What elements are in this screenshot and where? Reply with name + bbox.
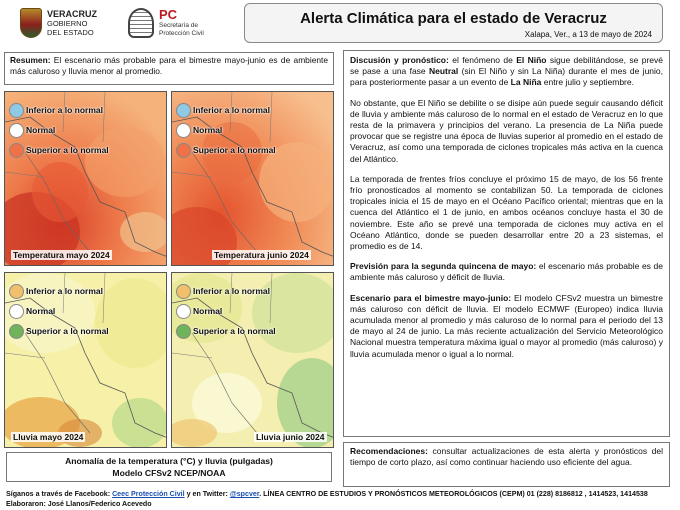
discusion-paragraph-1 bbox=[350, 55, 663, 89]
legend-swatch-superior bbox=[9, 143, 24, 158]
issue-date: Xalapa, Ver., a 13 de mayo de 2024 bbox=[524, 30, 652, 39]
legend-label: Normal bbox=[26, 125, 56, 135]
logo-veracruz-line1: VERACRUZ bbox=[47, 8, 98, 19]
legend-label: Inferior a lo normal bbox=[193, 105, 270, 115]
logo-veracruz-line2: GOBIERNO bbox=[47, 18, 88, 28]
legend-swatch-normal bbox=[176, 304, 191, 319]
resumen-label: Resumen: bbox=[10, 55, 51, 65]
legend-row-superior bbox=[176, 321, 276, 341]
anomalia-line2: Modelo CFSv2 NCEP/NOAA bbox=[112, 468, 226, 478]
legend-row-normal bbox=[9, 120, 109, 140]
legend-label: Inferior a lo normal bbox=[26, 286, 103, 296]
footer-text: . LÍNEA CENTRO DE ESTUDIOS Y PRONÓSTICOS METEOROLÓGICOS (CEPM) 01 (228) 8186812 , 1414523, 1414538 bbox=[259, 490, 648, 498]
map-legend bbox=[9, 100, 109, 160]
text-span: (sin El Niño y sin La Niña) durante el mes de junio, para posteriormente pasar a un evento de bbox=[350, 66, 663, 88]
legend-row-superior bbox=[176, 140, 276, 160]
legend-swatch-normal bbox=[9, 304, 24, 319]
map-temperatura-junio bbox=[171, 91, 334, 266]
legend-swatch-normal bbox=[176, 123, 191, 138]
footer-line1 bbox=[6, 490, 676, 500]
text-span: entre julio y septiembre. bbox=[541, 77, 634, 88]
legend-label: Inferior a lo normal bbox=[193, 286, 270, 296]
legend-row-inferior bbox=[9, 100, 109, 120]
map-legend bbox=[9, 281, 109, 341]
legend-swatch-inferior bbox=[9, 284, 24, 299]
facebook-link[interactable]: Ceec Protección Civil bbox=[112, 490, 185, 498]
legend-label: Superior a lo normal bbox=[193, 326, 276, 336]
legend-label: Normal bbox=[193, 125, 223, 135]
el-nino-term: El Niño bbox=[516, 55, 547, 65]
anomalia-line1: Anomalía de la temperatura (°C) y lluvia (pulgadas) bbox=[65, 456, 273, 466]
footer-authors: Elaboraron: José Llanos/Federico Acevedo bbox=[6, 499, 152, 508]
legend-swatch-inferior bbox=[176, 284, 191, 299]
page-title: Alerta Climática para el estado de Veracruz bbox=[300, 10, 607, 27]
legend-swatch-inferior bbox=[9, 103, 24, 118]
legend-swatch-inferior bbox=[176, 103, 191, 118]
legend-row-inferior bbox=[9, 281, 109, 301]
legend-label: Superior a lo normal bbox=[26, 326, 109, 336]
legend-row-inferior bbox=[176, 281, 276, 301]
escenario-label: Escenario para el bimestre mayo-junio: bbox=[350, 292, 512, 303]
discusion-label: Discusión y pronóstico: bbox=[350, 55, 449, 65]
logo-pc-line2: Secretaría de bbox=[159, 22, 199, 29]
twitter-link[interactable]: @spcver bbox=[229, 490, 260, 498]
map-caption: Lluvia mayo 2024 bbox=[13, 432, 84, 442]
legend-swatch-normal bbox=[9, 123, 24, 138]
legend-row-inferior bbox=[176, 100, 276, 120]
discusion-paragraph-2: No obstante, que El Niño se debilite o se disipe aún puede seguir causando déficit de lluvia y ambiente más caluroso de lo normal en el estado de Veracruz en lo que resta de la primavera y principios del verano. La presencia de La Niña puede provocar que se registre una época de lluvias superior al promedio en el estado de Veracruz, así como una temporada de ciclones tropicales más activa en la cuenca del Atlántico. bbox=[350, 97, 663, 164]
map-caption: Temperatura mayo 2024 bbox=[13, 250, 110, 260]
la-nina-term: La Niña bbox=[510, 77, 542, 88]
discusion-panel bbox=[343, 50, 670, 437]
map-caption: Lluvia junio 2024 bbox=[256, 432, 325, 442]
legend-swatch-superior bbox=[9, 324, 24, 339]
escenario-text: El modelo CFSv2 muestra un bimestre más caluroso con déficit de lluvia. El modelo ECMWF (Europeo) indica lluvia acumulada menor al promedio y más caluroso de lo normal para el periodo del 13 de mayo al 24 de junio. La más reciente actualización del Servicio Meteorológico Nacional muestra temperatura máxima igual o mayor al promedio (más caluroso) y lluvia acumulada menor o igual a lo normal. bbox=[350, 292, 663, 359]
legend-label: Normal bbox=[193, 306, 223, 316]
discusion-paragraph-3: La temporada de frentes fríos concluye el próximo 15 de mayo, de los 56 frente frío pronosticados al momento se contabilizan 50. La temporada de ciclones tropicales inicia el 15 de mayo en el Océano Pacífico oriental; mientras que en la cuenca del Atlántico el 1 de junio, en ambos océanos concluye hasta el 30 de noviembre. Este año se prevé una temporada de ciclones muy activa en el Océano Atlántico, donde se pueden desarrollar entre 20 a 23 sistemas, el promedio es de 14. bbox=[350, 173, 663, 252]
escenario-paragraph bbox=[350, 293, 663, 360]
legend-swatch-superior bbox=[176, 143, 191, 158]
resumen-text: El escenario más probable para el bimestre mayo-junio es de ambiente más caluroso y lluvia menor al promedio. bbox=[10, 55, 328, 76]
legend-row-superior bbox=[9, 321, 109, 341]
proteccion-civil-logo bbox=[128, 6, 238, 40]
legend-label: Superior a lo normal bbox=[26, 145, 109, 155]
recomendaciones-text: consultar actualizaciones de esta alerta y pronósticos del tiempo de corto plazo, así como continuar haciendo uso eficiente del agua. bbox=[350, 446, 663, 468]
legend-row-normal bbox=[9, 301, 109, 321]
neutral-term: Neutral bbox=[428, 66, 459, 77]
map-legend bbox=[176, 100, 276, 160]
veracruz-shield-icon bbox=[20, 8, 42, 38]
header bbox=[0, 0, 680, 46]
legend-label: Superior a lo normal bbox=[193, 145, 276, 155]
footer-text: Síganos a través de Facebook: bbox=[6, 490, 113, 498]
text-span: sigue debilitándose, se prevé se pase a una fase bbox=[350, 55, 663, 77]
title-box bbox=[244, 3, 663, 43]
prevision-text: el escenario más probable es de ambiente más caluroso y déficit de lluvia. bbox=[350, 261, 664, 283]
map-lluvia-junio bbox=[171, 272, 334, 448]
legend-label: Normal bbox=[26, 306, 56, 316]
footer-text: y en Twitter: bbox=[184, 490, 230, 498]
anomalia-caption-box bbox=[6, 452, 332, 482]
legend-row-normal bbox=[176, 120, 276, 140]
veracruz-government-logo bbox=[20, 6, 110, 40]
logo-pc-line1: PC bbox=[159, 7, 178, 22]
resumen-box bbox=[4, 52, 334, 85]
map-legend bbox=[176, 281, 276, 341]
logo-pc-line3: Protección Civil bbox=[159, 30, 204, 37]
map-lluvia-mayo bbox=[4, 272, 167, 448]
text-span: el fenómeno de bbox=[448, 55, 517, 65]
legend-row-superior bbox=[9, 140, 109, 160]
legend-swatch-superior bbox=[176, 324, 191, 339]
prevision-paragraph bbox=[350, 261, 663, 283]
recomendaciones-label: Recomendaciones: bbox=[350, 446, 428, 456]
legend-row-normal bbox=[176, 301, 276, 321]
logo-veracruz-line3: DEL ESTADO bbox=[47, 27, 94, 37]
pc-seal-icon bbox=[128, 8, 154, 38]
prevision-label: Previsión para la segunda quincena de mayo: bbox=[350, 261, 537, 272]
recomendaciones-box bbox=[343, 442, 670, 487]
map-caption: Temperatura junio 2024 bbox=[214, 250, 309, 260]
map-temperatura-mayo bbox=[4, 91, 167, 266]
footer bbox=[6, 490, 676, 509]
legend-label: Inferior a lo normal bbox=[26, 105, 103, 115]
